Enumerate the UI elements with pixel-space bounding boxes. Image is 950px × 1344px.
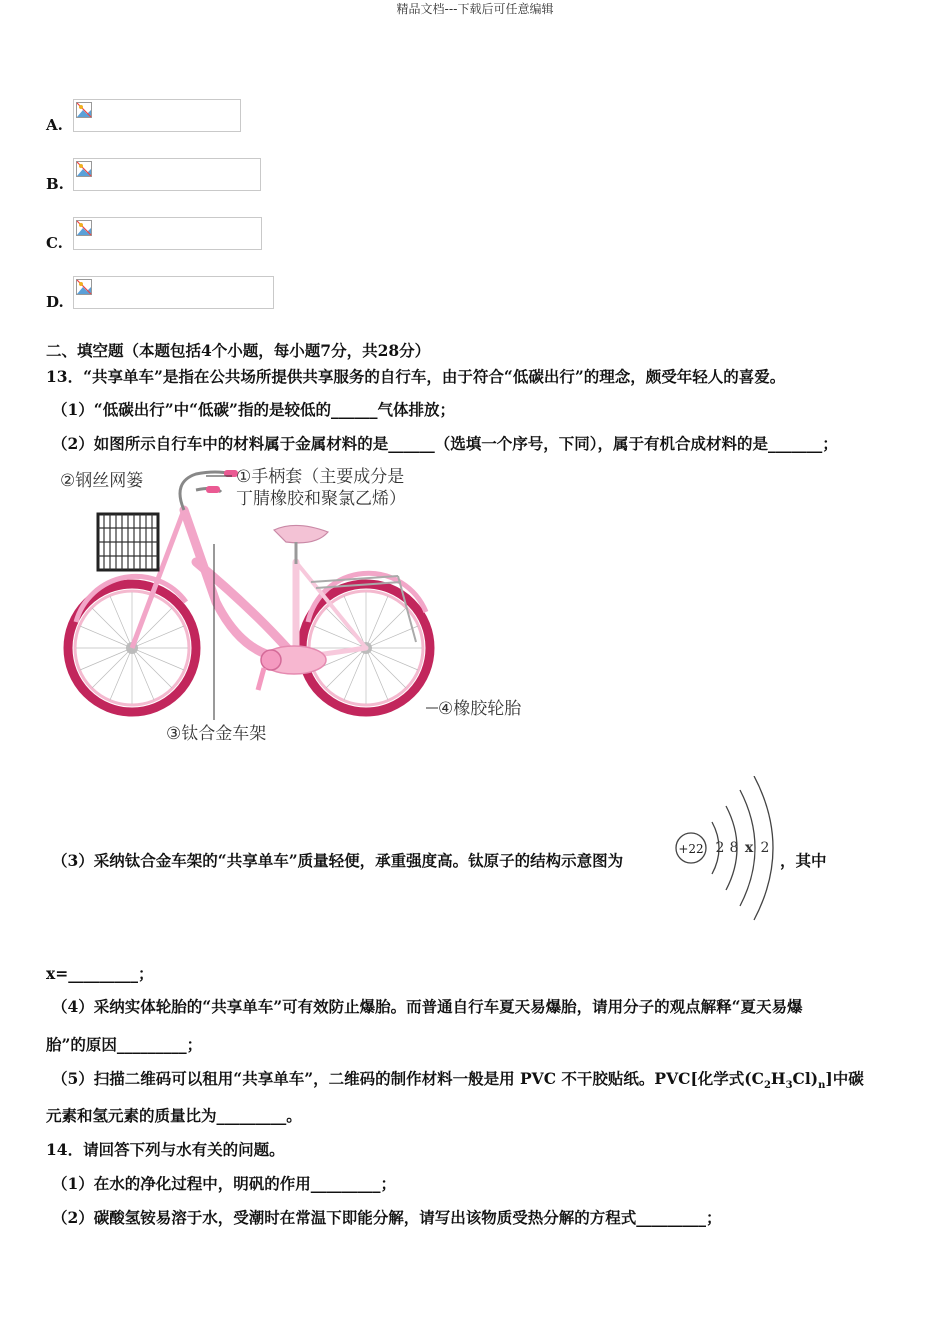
option-b-image bbox=[73, 158, 261, 191]
option-a-image bbox=[73, 99, 241, 132]
q13-part5-line1: （5）扫描二维码可以租用“共享单车”，二维码的制作材料一般是用 PVC 不干胶贴纸。PVC[化学式$(C_2H_3Cl)_n$]中碳 bbox=[52, 1069, 864, 1092]
bike-seat bbox=[274, 525, 328, 542]
shell-4-count: 2 bbox=[760, 840, 770, 856]
q13-part1: （1）“低碳出行”中“低碳”指的是较低的______气体排放； bbox=[52, 400, 455, 419]
shell-2-count: 8 bbox=[729, 840, 739, 856]
option-c-image bbox=[73, 217, 262, 250]
q14-part2: （2）碳酸氢铵易溶于水，受潮时在常温下即能分解，请写出该物质受热分解的方程式_________； bbox=[52, 1208, 722, 1227]
section-title: 二、填空题（本题包括4个小题，每小题7分，共28分） bbox=[46, 341, 431, 360]
q13-part4-line1: （4）采纳实体轮胎的“共享单车”可有效防止爆胎。而普通自行车夏天易爆胎，请用分子的观点解释“夏天易爆 bbox=[52, 997, 803, 1016]
option-a-label: A. bbox=[46, 116, 63, 134]
q13-part2: （2）如图所示自行车中的材料属于金属材料的是______（选填一个序号，下同），属于有机合成材料的是_______； bbox=[52, 434, 838, 453]
broken-image-icon bbox=[76, 161, 92, 177]
broken-image-icon bbox=[76, 279, 92, 295]
q14-stem: 14．请回答下列与水有关的问题。 bbox=[46, 1140, 285, 1159]
label-rubber-tire: ④橡胶轮胎 bbox=[438, 699, 522, 719]
option-b-label: B. bbox=[46, 175, 64, 193]
nucleus-charge: +22 bbox=[678, 842, 704, 856]
broken-image-icon bbox=[76, 220, 92, 236]
shell-3-count: x bbox=[744, 840, 754, 856]
basket bbox=[98, 514, 158, 570]
label-handle-cover-line1: ①手柄套（主要成分是 bbox=[236, 467, 405, 487]
bicycle-figure bbox=[46, 462, 546, 752]
option-c-label: C. bbox=[46, 234, 63, 252]
q13-part3-answer: x=_________； bbox=[46, 964, 154, 983]
q13-part4-line2: 胎”的原因_________； bbox=[46, 1035, 203, 1054]
label-handle-cover-line2: 丁腈橡胶和聚氯乙烯） bbox=[236, 489, 406, 509]
label-titanium-frame: ③钛合金车架 bbox=[166, 724, 267, 744]
titanium-atom-diagram bbox=[674, 776, 784, 926]
broken-image-icon bbox=[76, 102, 92, 118]
q14-part1: （1）在水的净化过程中，明矾的作用_________； bbox=[52, 1174, 397, 1193]
page-header: 精品文档---下载后可任意编辑 bbox=[396, 2, 554, 16]
option-d-label: D. bbox=[46, 293, 64, 311]
q13-stem: 13．“共享单车”是指在公共场所提供共享服务的自行车，由于符合“低碳出行”的理念，颇受年轻人的喜爱。 bbox=[46, 367, 786, 386]
shell-1-count: 2 bbox=[715, 840, 725, 856]
q13-part3: （3）采纳钛合金车架的“共享单车”质量轻便，承重强度高。钛原子的结构示意图为 bbox=[52, 851, 624, 870]
q13-part3-tail: ，其中 bbox=[780, 851, 827, 870]
q13-part5-line2: 元素和氢元素的质量比为_________。 bbox=[46, 1106, 302, 1125]
bike-frame bbox=[184, 510, 366, 658]
label-steel-basket: ②钢丝网篓 bbox=[60, 471, 144, 491]
option-d-image bbox=[73, 276, 274, 309]
